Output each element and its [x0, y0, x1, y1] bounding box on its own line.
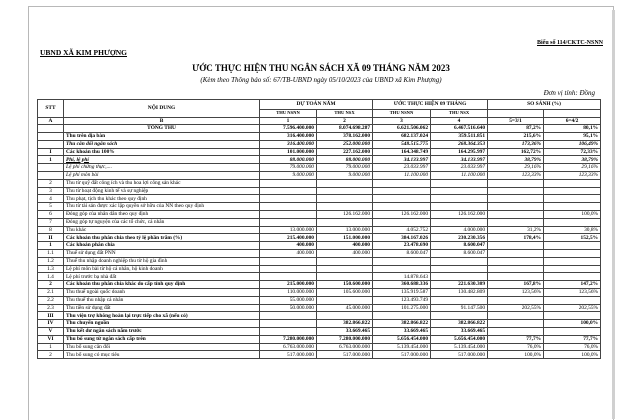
row-value: 110.000.000 [260, 289, 317, 297]
row-content: Các khoản thu phân chia theo tỷ lệ phần trăm (%) [64, 234, 260, 242]
row-stt: 3 [38, 187, 64, 195]
table-row [38, 172, 601, 180]
table-row [38, 148, 601, 156]
row-value: 215,6% [488, 133, 544, 141]
index-cell: 1 [260, 117, 317, 125]
row-content: Thu thuế thu nhập cá nhân [64, 296, 260, 304]
row-value [488, 242, 544, 250]
row-value [373, 257, 431, 265]
row-content: TỔNG THU [64, 125, 260, 133]
row-value: 382.866.822 [373, 320, 431, 328]
row-stt: 2 [38, 179, 64, 187]
row-value: 382.866.822 [431, 320, 488, 328]
row-value: 13.000.000 [260, 226, 317, 234]
row-stt: I [38, 148, 64, 156]
row-content: Đóng góp tự nguyện của các tổ chức, cá nhân [64, 218, 260, 226]
row-value [373, 265, 431, 273]
row-value [488, 296, 544, 304]
row-value [373, 218, 431, 226]
row-stt: 1 [38, 343, 64, 351]
table-row [38, 195, 601, 203]
row-value [317, 312, 373, 320]
row-value [488, 195, 544, 203]
row-value: 29,16% [544, 164, 601, 172]
row-value: 100,0% [544, 320, 601, 328]
subheader-thu-nsx: THU NSX [317, 110, 373, 118]
row-value: 126.162.000 [431, 211, 488, 219]
row-content: Thu phạt, tịch thu khác theo quy định [64, 195, 260, 203]
row-value: 76,0% [488, 343, 544, 351]
row-value [431, 195, 488, 203]
row-value [317, 273, 373, 281]
row-value: 23.478.690 [373, 242, 431, 250]
row-stt: 1.4 [38, 273, 64, 281]
row-value [317, 265, 373, 273]
row-value [488, 312, 544, 320]
row-stt [38, 164, 64, 172]
row-value: 45.000.000 [317, 304, 373, 312]
row-value [317, 218, 373, 226]
row-stt: 1.2 [38, 257, 64, 265]
row-value: 4.052.752 [373, 226, 431, 234]
row-value: 6.763.000.000 [260, 343, 317, 351]
index-row [38, 117, 601, 125]
row-value [373, 203, 431, 211]
row-value: 164.295.997 [431, 148, 488, 156]
row-content: Lệ phí môn bài từ hộ cá nhân, hộ kinh doanh [64, 265, 260, 273]
row-value: 202,55% [488, 304, 544, 312]
row-value: 76,0% [544, 343, 601, 351]
table-row [38, 211, 601, 219]
row-value: 227.162.000 [317, 148, 373, 156]
row-value [431, 187, 488, 195]
row-value: 33.669.465 [431, 328, 488, 336]
table-row [38, 257, 601, 265]
row-stt [38, 125, 64, 133]
row-value [544, 179, 601, 187]
table-row [38, 273, 601, 281]
page-shadow [612, 10, 615, 419]
row-content: Thu bổ sung cân đối [64, 343, 260, 351]
row-value: 359.511.851 [431, 133, 488, 141]
row-value: 72,33% [544, 148, 601, 156]
row-value: 100,0% [544, 211, 601, 219]
row-value: 11.100.000 [431, 172, 488, 180]
row-value: 33.669.465 [373, 328, 431, 336]
row-value: 517.000.000 [431, 351, 488, 359]
row-value: 151.000.000 [317, 234, 373, 242]
row-value: 7.280.000.000 [260, 335, 317, 343]
row-value: 360.688.336 [373, 281, 431, 289]
row-value [544, 195, 601, 203]
row-value: 400.000 [260, 242, 317, 250]
table-row [38, 226, 601, 234]
row-value: 123,33% [544, 172, 601, 180]
row-content: Thu khác [64, 226, 260, 234]
row-value: 105.600.000 [317, 289, 373, 297]
row-value [488, 250, 544, 258]
row-value: 88.000.000 [317, 156, 373, 164]
row-content: Thu tiền sử dụng đất [64, 304, 260, 312]
row-content: Thuế thu nhập doanh nghiệp thu từ hộ gia đình [64, 257, 260, 265]
row-value: 6.763.000.000 [317, 343, 373, 351]
row-value: 150.600.000 [317, 281, 373, 289]
row-stt: 4 [38, 195, 64, 203]
row-content: Đóng góp của nhân dân theo quy định [64, 211, 260, 219]
row-stt: 8 [38, 226, 64, 234]
row-content: Thu từ quỹ đất công ích và thu hoa lợi công sản khác [64, 179, 260, 187]
row-value: 384.167.026 [373, 234, 431, 242]
row-value: 152,5% [544, 234, 601, 242]
row-content: Thu chuyển nguồn [64, 320, 260, 328]
row-stt: 2.1 [38, 289, 64, 297]
row-stt: 5 [38, 203, 64, 211]
row-value: 548.515.775 [373, 140, 431, 148]
row-value: 38,79% [544, 156, 601, 164]
table-row [38, 242, 601, 250]
row-value [488, 257, 544, 265]
row-value: 50.000.000 [260, 304, 317, 312]
row-value: 221.630.309 [431, 281, 488, 289]
row-content: Các khoản thu phân chia khác do cấp tỉnh quy định [64, 281, 260, 289]
row-value [544, 218, 601, 226]
header-compare: SO SÁNH (%) [488, 100, 601, 110]
row-value: 8.600.047 [431, 242, 488, 250]
row-value [488, 265, 544, 273]
row-content: Thu bổ sung có mục tiêu [64, 351, 260, 359]
row-value: 55.000.000 [260, 296, 317, 304]
row-value [431, 203, 488, 211]
table-row [38, 312, 601, 320]
row-value: 79.000.000 [260, 164, 317, 172]
index-cell: 3 [373, 117, 431, 125]
table-row [38, 234, 601, 242]
row-value: 164.348.749 [373, 148, 431, 156]
row-stt: 7 [38, 218, 64, 226]
table-row [38, 335, 601, 343]
table-row [38, 328, 601, 336]
row-value: 106,49% [544, 140, 601, 148]
table-row [38, 125, 601, 133]
row-content: Lệ phí chứng thực,.... [64, 164, 260, 172]
row-stt [38, 140, 64, 148]
row-content: Các khoản thu 100% [64, 148, 260, 156]
row-content: Lệ phí trước bạ nhà đất [64, 273, 260, 281]
row-value: 8.074.698.287 [317, 125, 373, 133]
table-row [38, 351, 601, 359]
row-stt: 2.3 [38, 304, 64, 312]
table-row [38, 187, 601, 195]
row-value: 23.033.997 [431, 164, 488, 172]
row-value: 33.669.465 [317, 328, 373, 336]
row-content: Thu từ hoạt động kinh tế và sự nghiệp [64, 187, 260, 195]
row-content: Các khoản phân chia [64, 242, 260, 250]
row-value: 9.000.000 [317, 172, 373, 180]
row-value: 23.033.997 [373, 164, 431, 172]
row-content: Thu trên địa bàn [64, 133, 260, 141]
row-value: 130.482.809 [431, 289, 488, 297]
subheader-thu-nsnn: THU NSNN [260, 110, 317, 118]
header-row [38, 100, 601, 110]
row-value: 5.139.454.000 [431, 343, 488, 351]
row-stt: VI [38, 335, 64, 343]
row-value: 14.878.643 [373, 273, 431, 281]
table-row [38, 265, 601, 273]
index-cell: 6=4/2 [544, 117, 601, 125]
header-estimate: DỰ TOÁN NĂM [260, 100, 373, 110]
form-code: Biểu số 114/CKTC-NSNN [536, 40, 603, 46]
row-value: 162,72% [488, 148, 544, 156]
row-value [544, 257, 601, 265]
row-value [488, 320, 544, 328]
row-value [260, 328, 317, 336]
row-content: Thu bổ sung từ ngân sách cấp trên [64, 335, 260, 343]
row-value [260, 312, 317, 320]
row-value [488, 211, 544, 219]
row-value: 147,2% [544, 281, 601, 289]
row-value: 38,79% [488, 156, 544, 164]
row-value: 215.400.000 [260, 234, 317, 242]
header-actual: ƯỚC THỰC HIỆN 09 THÁNG [373, 100, 488, 110]
row-value: 517.000.000 [260, 351, 317, 359]
row-value: 13.000.000 [317, 226, 373, 234]
row-value [260, 203, 317, 211]
row-value: 123,56% [488, 289, 544, 297]
row-value [544, 296, 601, 304]
row-content: Thu từ tài sản được xác lập quyền sở hữu của NN theo quy định [64, 203, 260, 211]
row-value [431, 265, 488, 273]
index-cell: A [38, 117, 64, 125]
row-value [260, 273, 317, 281]
row-value: 173,36% [488, 140, 544, 148]
row-value [544, 203, 601, 211]
row-value [317, 203, 373, 211]
row-value [260, 179, 317, 187]
row-value [317, 257, 373, 265]
document-page [28, 6, 614, 420]
budget-table [37, 99, 601, 359]
row-value: 400.000 [317, 250, 373, 258]
row-value: 517.000.000 [373, 351, 431, 359]
row-value: 91.147.500 [431, 304, 488, 312]
row-value [260, 265, 317, 273]
row-value [260, 195, 317, 203]
row-value: 101.000.000 [260, 148, 317, 156]
row-value: 31,2% [488, 226, 544, 234]
row-value: 34.133.997 [431, 156, 488, 164]
row-value [373, 312, 431, 320]
row-stt: III [38, 312, 64, 320]
row-value [431, 179, 488, 187]
row-content: Thuế sử dụng đất PNN [64, 250, 260, 258]
row-value [431, 273, 488, 281]
row-value: 123.493.749 [373, 296, 431, 304]
table-row [38, 343, 601, 351]
row-value [431, 296, 488, 304]
row-value: 126.162.000 [373, 211, 431, 219]
row-value: 316.400.000 [260, 140, 317, 148]
table-row [38, 320, 601, 328]
row-value: 77,7% [544, 335, 601, 343]
row-value [373, 195, 431, 203]
row-content: Thu thuế ngoài quốc doanh [64, 289, 260, 297]
row-value [260, 187, 317, 195]
row-value [260, 218, 317, 226]
row-value: 5.139.454.000 [373, 343, 431, 351]
row-stt: 1.1 [38, 250, 64, 258]
document-subtitle: (Kèm theo Thông báo số: 67/TB-UBND ngày 05/10/2023 của UBND xã Kim Phượng) [200, 76, 442, 84]
table-row [38, 281, 601, 289]
row-value: 268.364.353 [431, 140, 488, 148]
row-value [317, 179, 373, 187]
row-value: 682.137.024 [373, 133, 431, 141]
index-cell: 4 [431, 117, 488, 125]
table-row [38, 304, 601, 312]
row-stt: 1 [38, 242, 64, 250]
row-value: 230.230.356 [431, 234, 488, 242]
row-value [544, 312, 601, 320]
row-value [488, 203, 544, 211]
table-row [38, 156, 601, 164]
row-content: Lệ phí môn bài [64, 172, 260, 180]
header-content: NỘI DUNG [64, 100, 260, 118]
row-value: 400.000 [260, 250, 317, 258]
row-stt: 1.3 [38, 265, 64, 273]
row-value: 80,1% [544, 125, 601, 133]
row-value: 378.162.000 [317, 133, 373, 141]
subheader-blank [544, 110, 601, 118]
row-value: 30,8% [544, 226, 601, 234]
row-value: 123,33% [488, 172, 544, 180]
row-content: Thu kết dư ngân sách năm trước [64, 328, 260, 336]
table-row [38, 164, 601, 172]
row-value [488, 218, 544, 226]
row-value: 517.000.000 [317, 351, 373, 359]
row-stt: 2 [38, 351, 64, 359]
row-stt: V [38, 328, 64, 336]
subheader-blank [488, 110, 544, 118]
row-value: 8.600.047 [373, 250, 431, 258]
row-value: 8.600.047 [431, 250, 488, 258]
row-value [260, 320, 317, 328]
row-stt [38, 133, 64, 141]
row-value: 252.000.000 [317, 140, 373, 148]
row-value [431, 218, 488, 226]
table-row [38, 140, 601, 148]
row-stt [38, 172, 64, 180]
row-value: 382.866.822 [317, 320, 373, 328]
row-value: 88.000.000 [260, 156, 317, 164]
document-title: ƯỚC THỰC HIỆN THU NGÂN SÁCH XÃ 09 THÁNG NĂM 2023 [192, 63, 450, 73]
row-content: Phí, lệ phí [64, 156, 260, 164]
table-row [38, 218, 601, 226]
row-value: 215.000.000 [260, 281, 317, 289]
row-value: 77,7% [488, 335, 544, 343]
row-value: 178,4% [488, 234, 544, 242]
row-value: 95,1% [544, 133, 601, 141]
row-value: 9.000.000 [260, 172, 317, 180]
row-value: 79.000.000 [317, 164, 373, 172]
row-value [544, 250, 601, 258]
row-value: 400.000 [317, 242, 373, 250]
row-value [544, 273, 601, 281]
row-value: 87,2% [488, 125, 544, 133]
row-value [544, 265, 601, 273]
row-value [544, 328, 601, 336]
row-stt: 6 [38, 211, 64, 219]
row-stt: 2.2 [38, 296, 64, 304]
row-value: 135.919.587 [373, 289, 431, 297]
row-content: Thu cân đối ngân sách [64, 140, 260, 148]
row-stt: 1 [38, 156, 64, 164]
row-value [260, 211, 317, 219]
row-value [544, 242, 601, 250]
row-value: 123,56% [544, 289, 601, 297]
header-stt: STT [38, 100, 64, 118]
row-value: 5.656.454.000 [431, 335, 488, 343]
row-value [431, 312, 488, 320]
row-value: 316.400.000 [260, 133, 317, 141]
index-cell: 5=3/1 [488, 117, 544, 125]
row-value [488, 187, 544, 195]
row-value: 5.656.454.000 [373, 335, 431, 343]
row-value [260, 257, 317, 265]
row-stt: IV [38, 320, 64, 328]
row-value: 126.162.000 [317, 211, 373, 219]
row-value: 101.275.000 [373, 304, 431, 312]
row-value: 4.000.000 [431, 226, 488, 234]
row-value: 7.596.400.000 [260, 125, 317, 133]
row-value [544, 187, 601, 195]
subheader-thu-nsnn: THU NSNN [373, 110, 431, 118]
row-value [373, 187, 431, 195]
table-row [38, 296, 601, 304]
table-row [38, 179, 601, 187]
row-stt: II [38, 234, 64, 242]
row-value: 202,55% [544, 304, 601, 312]
row-value: 100,0% [488, 351, 544, 359]
row-value: 100,0% [544, 351, 601, 359]
row-value [317, 296, 373, 304]
row-value: 6.621.506.062 [373, 125, 431, 133]
table-row [38, 250, 601, 258]
index-cell: B [64, 117, 260, 125]
row-value: 167,8% [488, 281, 544, 289]
row-value: 29,16% [488, 164, 544, 172]
row-content: Thu viện trợ không hoàn lại trực tiếp cho xã (nếu có) [64, 312, 260, 320]
row-value: 6.467.516.640 [431, 125, 488, 133]
row-value [431, 257, 488, 265]
row-value [488, 328, 544, 336]
index-cell: 2 [317, 117, 373, 125]
row-value [488, 179, 544, 187]
row-value [317, 187, 373, 195]
table-row [38, 133, 601, 141]
row-value: 11.100.000 [373, 172, 431, 180]
table-row [38, 203, 601, 211]
row-stt: 2 [38, 281, 64, 289]
table-row [38, 289, 601, 297]
row-value [373, 179, 431, 187]
row-value [488, 273, 544, 281]
currency-unit: Đơn vị tính: Đồng [543, 89, 595, 97]
subheader-thu-nsx: THU NSX [431, 110, 488, 118]
row-value: 34.133.997 [373, 156, 431, 164]
organization-name: UBND XÃ KIM PHƯỢNG [40, 48, 128, 57]
row-value: 7.280.000.000 [317, 335, 373, 343]
row-value [317, 195, 373, 203]
